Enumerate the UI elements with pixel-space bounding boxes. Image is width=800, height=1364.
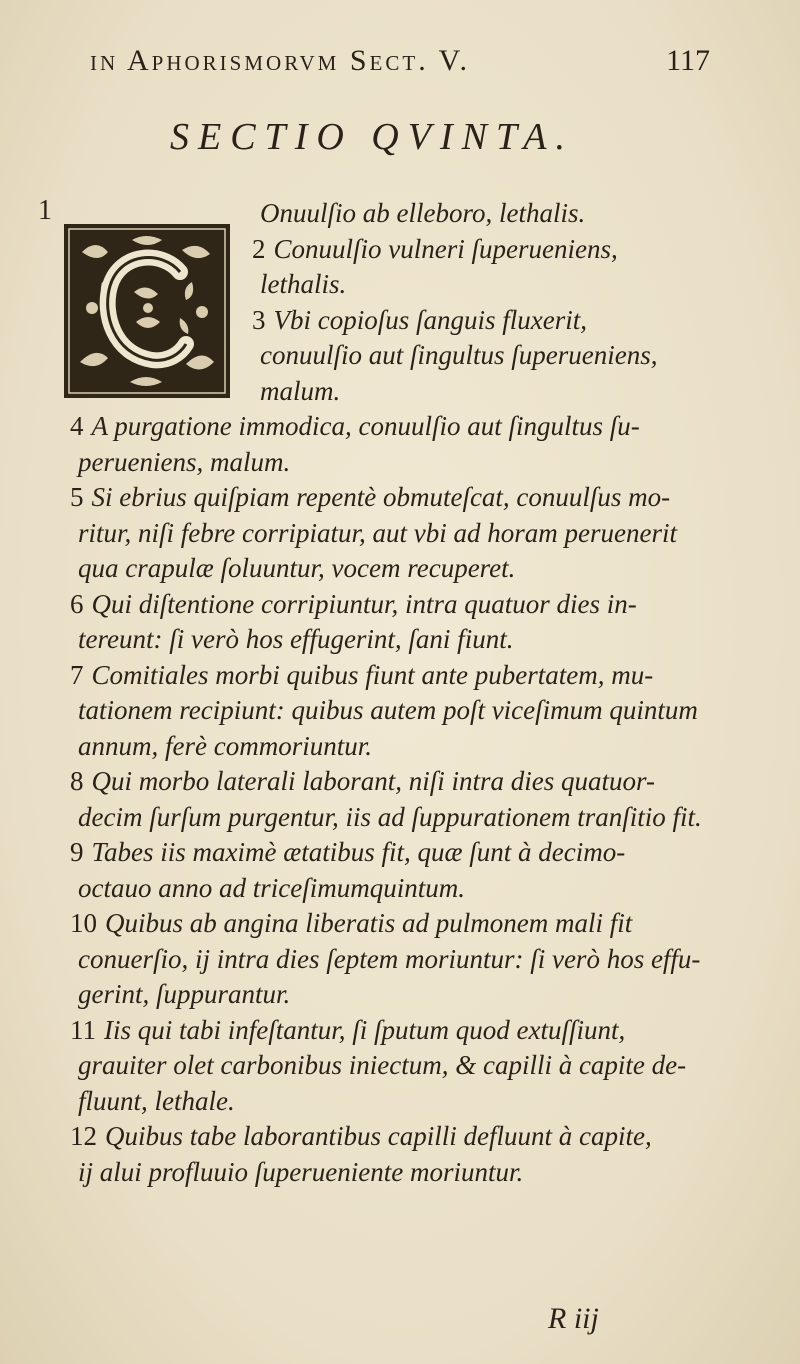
aphorism-number: 6 — [70, 588, 84, 619]
text-line: 11 Iis qui tabi infeſtantur, ſi ſputum quod extuſſiunt, — [70, 1014, 626, 1045]
text-line: grauiter olet carbonibus iniectum, & capilli à capite de- — [78, 1050, 687, 1080]
text-line: octauo anno ad triceſimumquintum. — [78, 872, 465, 903]
text-line: 10 Quibus ab angina liberatis ad pulmonem mali fit — [70, 908, 633, 938]
text-line: tereunt: ſi verò hos effugerint, ſani fiunt. — [78, 624, 514, 654]
aphorism-number: 8 — [70, 766, 84, 796]
text-line: 7 Comitiales morbi quibus fiunt ante pubertatem, mu- — [70, 659, 654, 690]
aphorism-number: 11 — [70, 1014, 96, 1045]
running-head — [90, 40, 710, 90]
text-line: 4 A purgatione immodica, conuulſio aut ſingultus ſu- — [70, 411, 640, 441]
text-line: 12 Quibus tabe laborantibus capilli defluunt à capite, — [70, 1121, 652, 1151]
aphorism-text-block — [70, 196, 720, 1190]
section-title: SECTIO QVINTA. — [170, 116, 574, 158]
aphorism-number: 10 — [70, 908, 97, 938]
text-line: conuerſio, ij intra dies ſeptem moriuntur: ſi verò hos effu- — [78, 943, 701, 974]
text-line: 2 Conuulſio vulneri ſuperueniens, — [252, 233, 618, 264]
running-head-title: in Aphorismorvm Sect. V. — [90, 44, 470, 77]
text-line: qua crapulæ ſoluuntur, vocem recuperet. — [78, 553, 516, 583]
text-line: 8 Qui morbo laterali laborant, niſi intra dies quatuor- — [70, 766, 655, 796]
text-line: 3 Vbi copioſus ſanguis fluxerit, — [252, 304, 587, 335]
text-line: decim ſurſum purgentur, iis ad ſuppurationem tranſitio fit. — [78, 801, 702, 832]
aphorism-number: 2 — [252, 233, 266, 264]
text-line: lethalis. — [260, 269, 347, 299]
text-line: ritur, niſi febre corripiatur, aut vbi ad horam peruenerit — [78, 517, 677, 548]
aphorism-number: 12 — [70, 1121, 97, 1151]
signature-mark: R iij — [548, 1302, 599, 1335]
aphorism-number-1: 1 — [38, 195, 52, 226]
text-line: Onuulſio ab elleboro, lethalis. — [260, 198, 586, 228]
text-line: fluunt, lethale. — [78, 1085, 235, 1116]
text-line: tationem recipiunt: quibus autem poſt viceſimum quintum — [78, 695, 698, 725]
page-number: 117 — [666, 44, 710, 77]
text-line: malum. — [260, 375, 341, 406]
text-line: perueniens, malum. — [78, 446, 291, 477]
text-line: conuulſio aut ſingultus ſuperueniens, — [260, 340, 658, 370]
aphorism-number: 7 — [70, 659, 84, 690]
text-line: 9 Tabes iis maximè ætatibus fit, quæ ſunt à decimo- — [70, 837, 626, 867]
aphorism-number: 9 — [70, 837, 84, 867]
text-line: gerint, ſuppurantur. — [78, 979, 291, 1009]
aphorism-number: 3 — [252, 304, 266, 335]
text-line: annum, ferè commoriuntur. — [78, 730, 372, 761]
aphorism-number: 5 — [70, 482, 84, 512]
text-line: 5 Si ebrius quiſpiam repentè obmuteſcat, conuulſus mo- — [70, 482, 671, 512]
text-line: 6 Qui diſtentione corripiuntur, intra quatuor dies in- — [70, 588, 637, 619]
aphorism-number: 4 — [70, 411, 84, 441]
text-line: ij alui profluuio ſuperueniente moriuntur. — [78, 1156, 524, 1187]
